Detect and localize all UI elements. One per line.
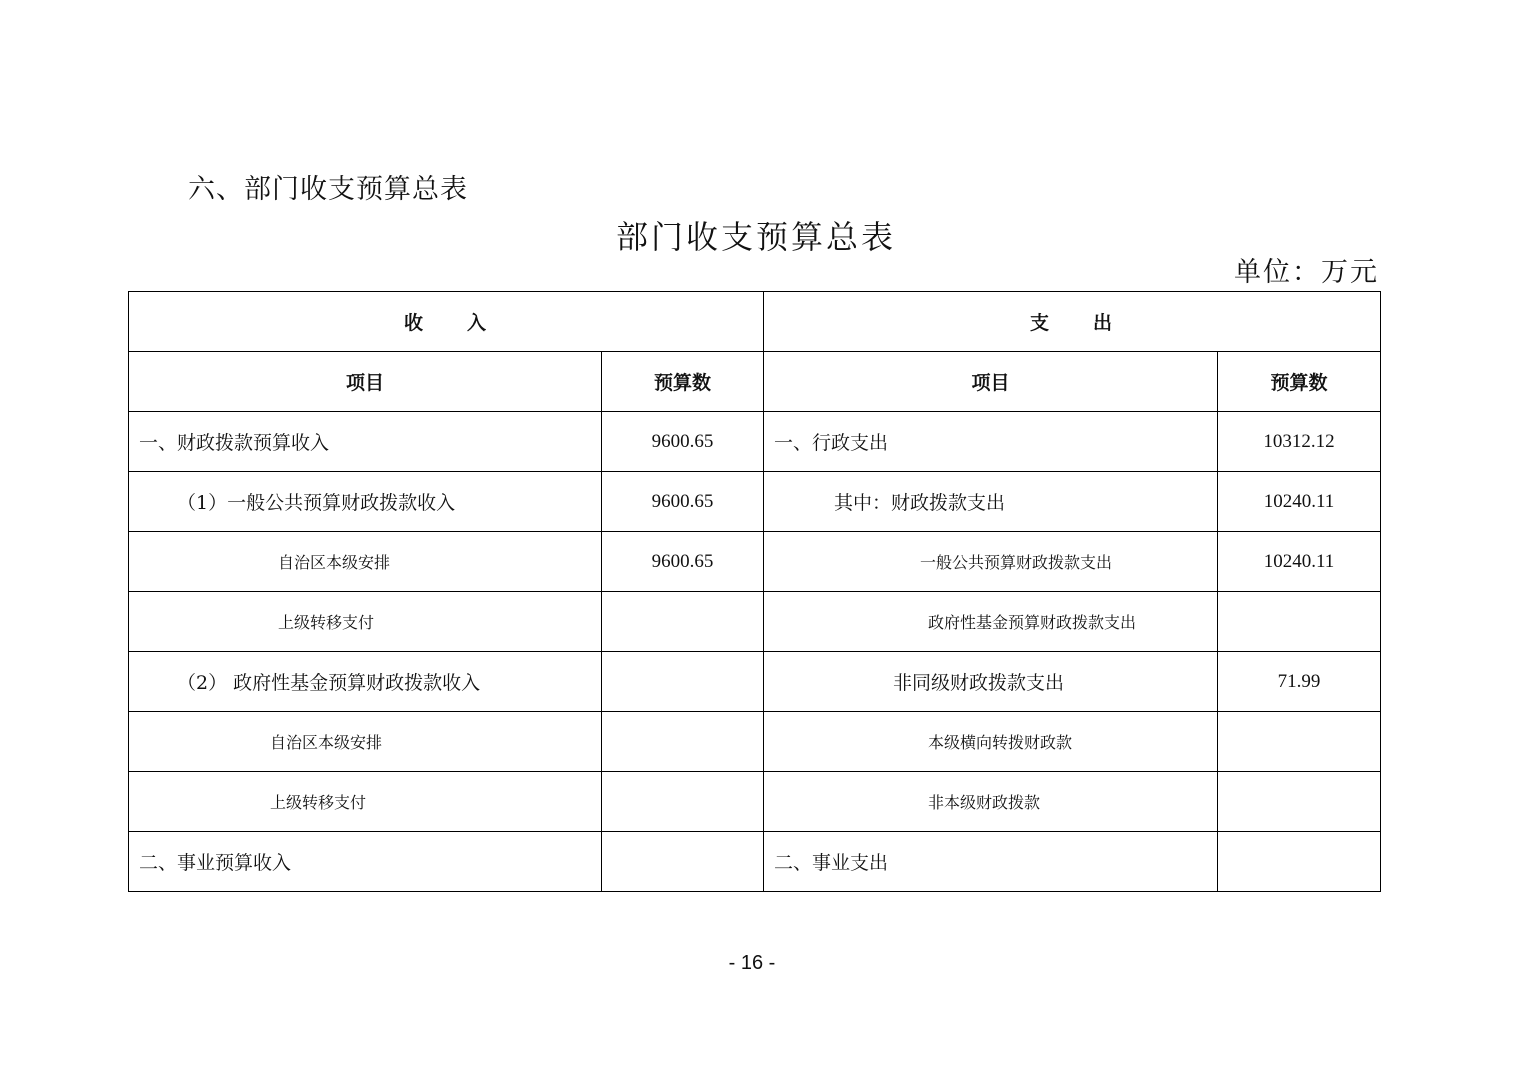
income-item-cell: （2） 政府性基金预算财政拨款收入: [129, 652, 602, 712]
expense-amount-cell: [1218, 592, 1381, 652]
page-number: - 16 -: [728, 952, 776, 974]
expense-item-cell: 一、行政支出: [764, 412, 1218, 472]
expense-amount-cell: [1218, 772, 1381, 832]
table-row: [129, 652, 1381, 712]
expense-item-cell: 政府性基金预算财政拨款支出: [764, 592, 1218, 652]
income-item-cell: 自治区本级安排: [129, 712, 602, 772]
group-header-row: [129, 292, 1381, 352]
table-title: 部门收支预算总表: [615, 218, 896, 256]
expense-item-header: 项目: [764, 352, 1218, 412]
expense-amount-cell: [1218, 712, 1381, 772]
unit-label: 单位：万元: [1234, 257, 1379, 288]
income-group-header: 收 入: [129, 292, 764, 352]
expense-amount-cell: [1218, 832, 1381, 892]
expense-amount-cell: 10240.11: [1218, 472, 1381, 532]
expense-item-cell: 本级横向转拨财政款: [764, 712, 1218, 772]
section-heading: 六、部门收支预算总表: [188, 174, 468, 205]
expense-item-cell: 二、事业支出: [764, 832, 1218, 892]
expense-amount-header: 预算数: [1218, 352, 1381, 412]
table-row: [129, 532, 1381, 592]
table-row: [129, 832, 1381, 892]
table-row: [129, 472, 1381, 532]
income-item-cell: 二、事业预算收入: [129, 832, 602, 892]
budget-summary-table: [128, 291, 1381, 892]
table-row: [129, 592, 1381, 652]
expense-item-cell: 一般公共预算财政拨款支出: [764, 532, 1218, 592]
expense-item-cell: 非本级财政拨款: [764, 772, 1218, 832]
income-amount-cell: [602, 772, 764, 832]
income-item-cell: 上级转移支付: [129, 772, 602, 832]
income-amount-cell: [602, 652, 764, 712]
income-item-cell: （1）一般公共预算财政拨款收入: [129, 472, 602, 532]
expense-amount-cell: 10312.12: [1218, 412, 1381, 472]
income-item-cell: 一、财政拨款预算收入: [129, 412, 602, 472]
table-row: [129, 712, 1381, 772]
income-item-cell: 上级转移支付: [129, 592, 602, 652]
expense-group-header: 支 出: [764, 292, 1381, 352]
income-amount-cell: 9600.65: [602, 412, 764, 472]
table-row: [129, 772, 1381, 832]
income-amount-header: 预算数: [602, 352, 764, 412]
table-row: [129, 412, 1381, 472]
expense-item-cell: 非同级财政拨款支出: [764, 652, 1218, 712]
income-item-cell: 自治区本级安排: [129, 532, 602, 592]
column-header-row: [129, 352, 1381, 412]
income-amount-cell: [602, 832, 764, 892]
expense-amount-cell: 10240.11: [1218, 532, 1381, 592]
income-amount-cell: [602, 592, 764, 652]
expense-amount-cell: 71.99: [1218, 652, 1381, 712]
income-amount-cell: [602, 712, 764, 772]
income-amount-cell: 9600.65: [602, 472, 764, 532]
income-amount-cell: 9600.65: [602, 532, 764, 592]
income-item-header: 项目: [129, 352, 602, 412]
expense-item-cell: 其中：财政拨款支出: [764, 472, 1218, 532]
